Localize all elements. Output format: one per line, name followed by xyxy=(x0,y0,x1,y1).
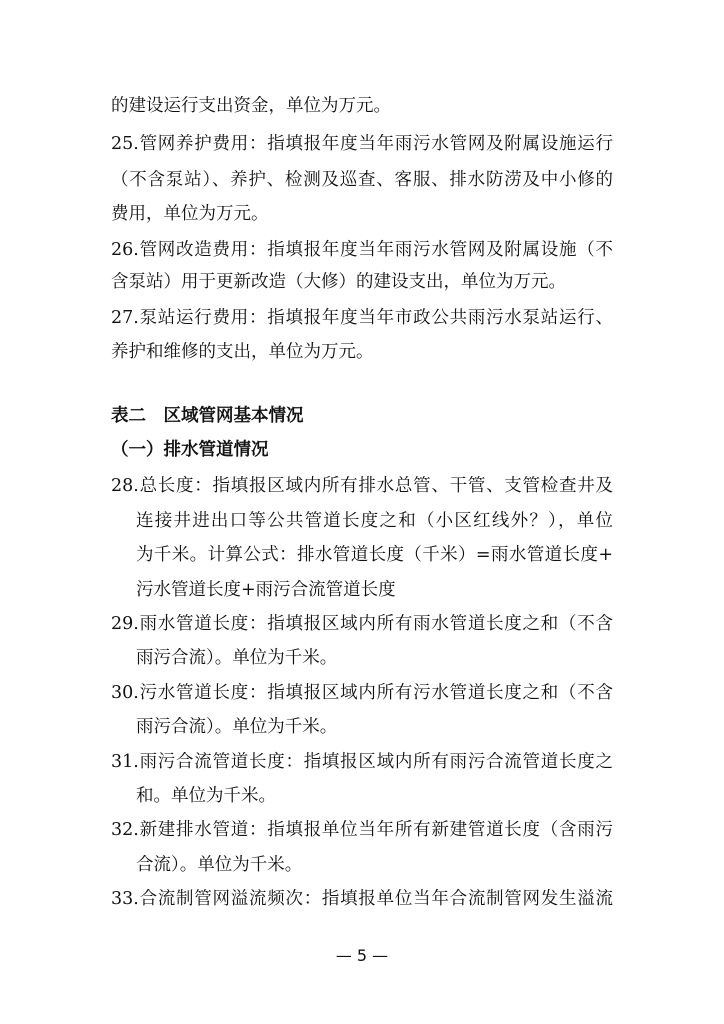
section-heading: 表二 区域管网基本情况 xyxy=(111,406,304,426)
page-number: — 5 — xyxy=(335,946,389,965)
text-line: 雨污合流）。单位为千米。 xyxy=(136,717,338,737)
text-line: 合流）。单位为千米。 xyxy=(136,855,303,875)
text-line: 27.泵站运行费用：指填报年度当年市政公共雨污水泵站运行、 xyxy=(111,308,613,328)
text-line: 污水管道长度+雨污合流管道长度 xyxy=(136,580,396,600)
text-line: 28.总长度：指填报区域内所有排水总管、干管、支管检查井及 xyxy=(111,476,613,496)
text-line: 养护和维修的支出，单位为万元。 xyxy=(111,342,374,362)
text-line: 连接井进出口等公共管道长度之和（小区红线外？），单位 xyxy=(136,511,613,531)
subsection-heading: （一）排水管道情况 xyxy=(111,440,269,460)
text-line: 33.合流制管网溢流频次：指填报单位当年合流制管网发生溢流 xyxy=(111,889,613,909)
text-line: 31.雨污合流管道长度：指填报区域内所有雨污合流管道长度之 xyxy=(111,752,613,772)
text-line: 30.污水管道长度：指填报区域内所有污水管道长度之和（不含 xyxy=(111,683,613,703)
text-line: 26.管网改造费用：指填报年度当年雨污水管网及附属设施（不 xyxy=(111,240,613,260)
text-line: 费用，单位为万元。 xyxy=(111,204,269,224)
text-line: 29.雨水管道长度：指填报区域内所有雨水管道长度之和（不含 xyxy=(111,614,613,634)
text-line: 含泵站）用于更新改造（大修）的建设支出，单位为万元。 xyxy=(111,272,566,292)
text-line: 的建设运行支出资金，单位为万元。 xyxy=(111,96,391,116)
text-line: （不含泵站）、养护、检测及巡查、客服、排水防涝及中小修的 xyxy=(111,170,613,190)
text-line: 雨污合流）。单位为千米。 xyxy=(136,648,338,668)
text-line: 为千米。计算公式：排水管道长度（千米）=雨水管道长度+ xyxy=(136,545,613,565)
text-line: 和。单位为千米。 xyxy=(136,786,276,806)
text-line: 32.新建排水管道：指填报单位当年所有新建管道长度（含雨污 xyxy=(111,820,613,840)
text-line: 25.管网养护费用：指填报年度当年雨污水管网及附属设施运行 xyxy=(111,134,613,154)
